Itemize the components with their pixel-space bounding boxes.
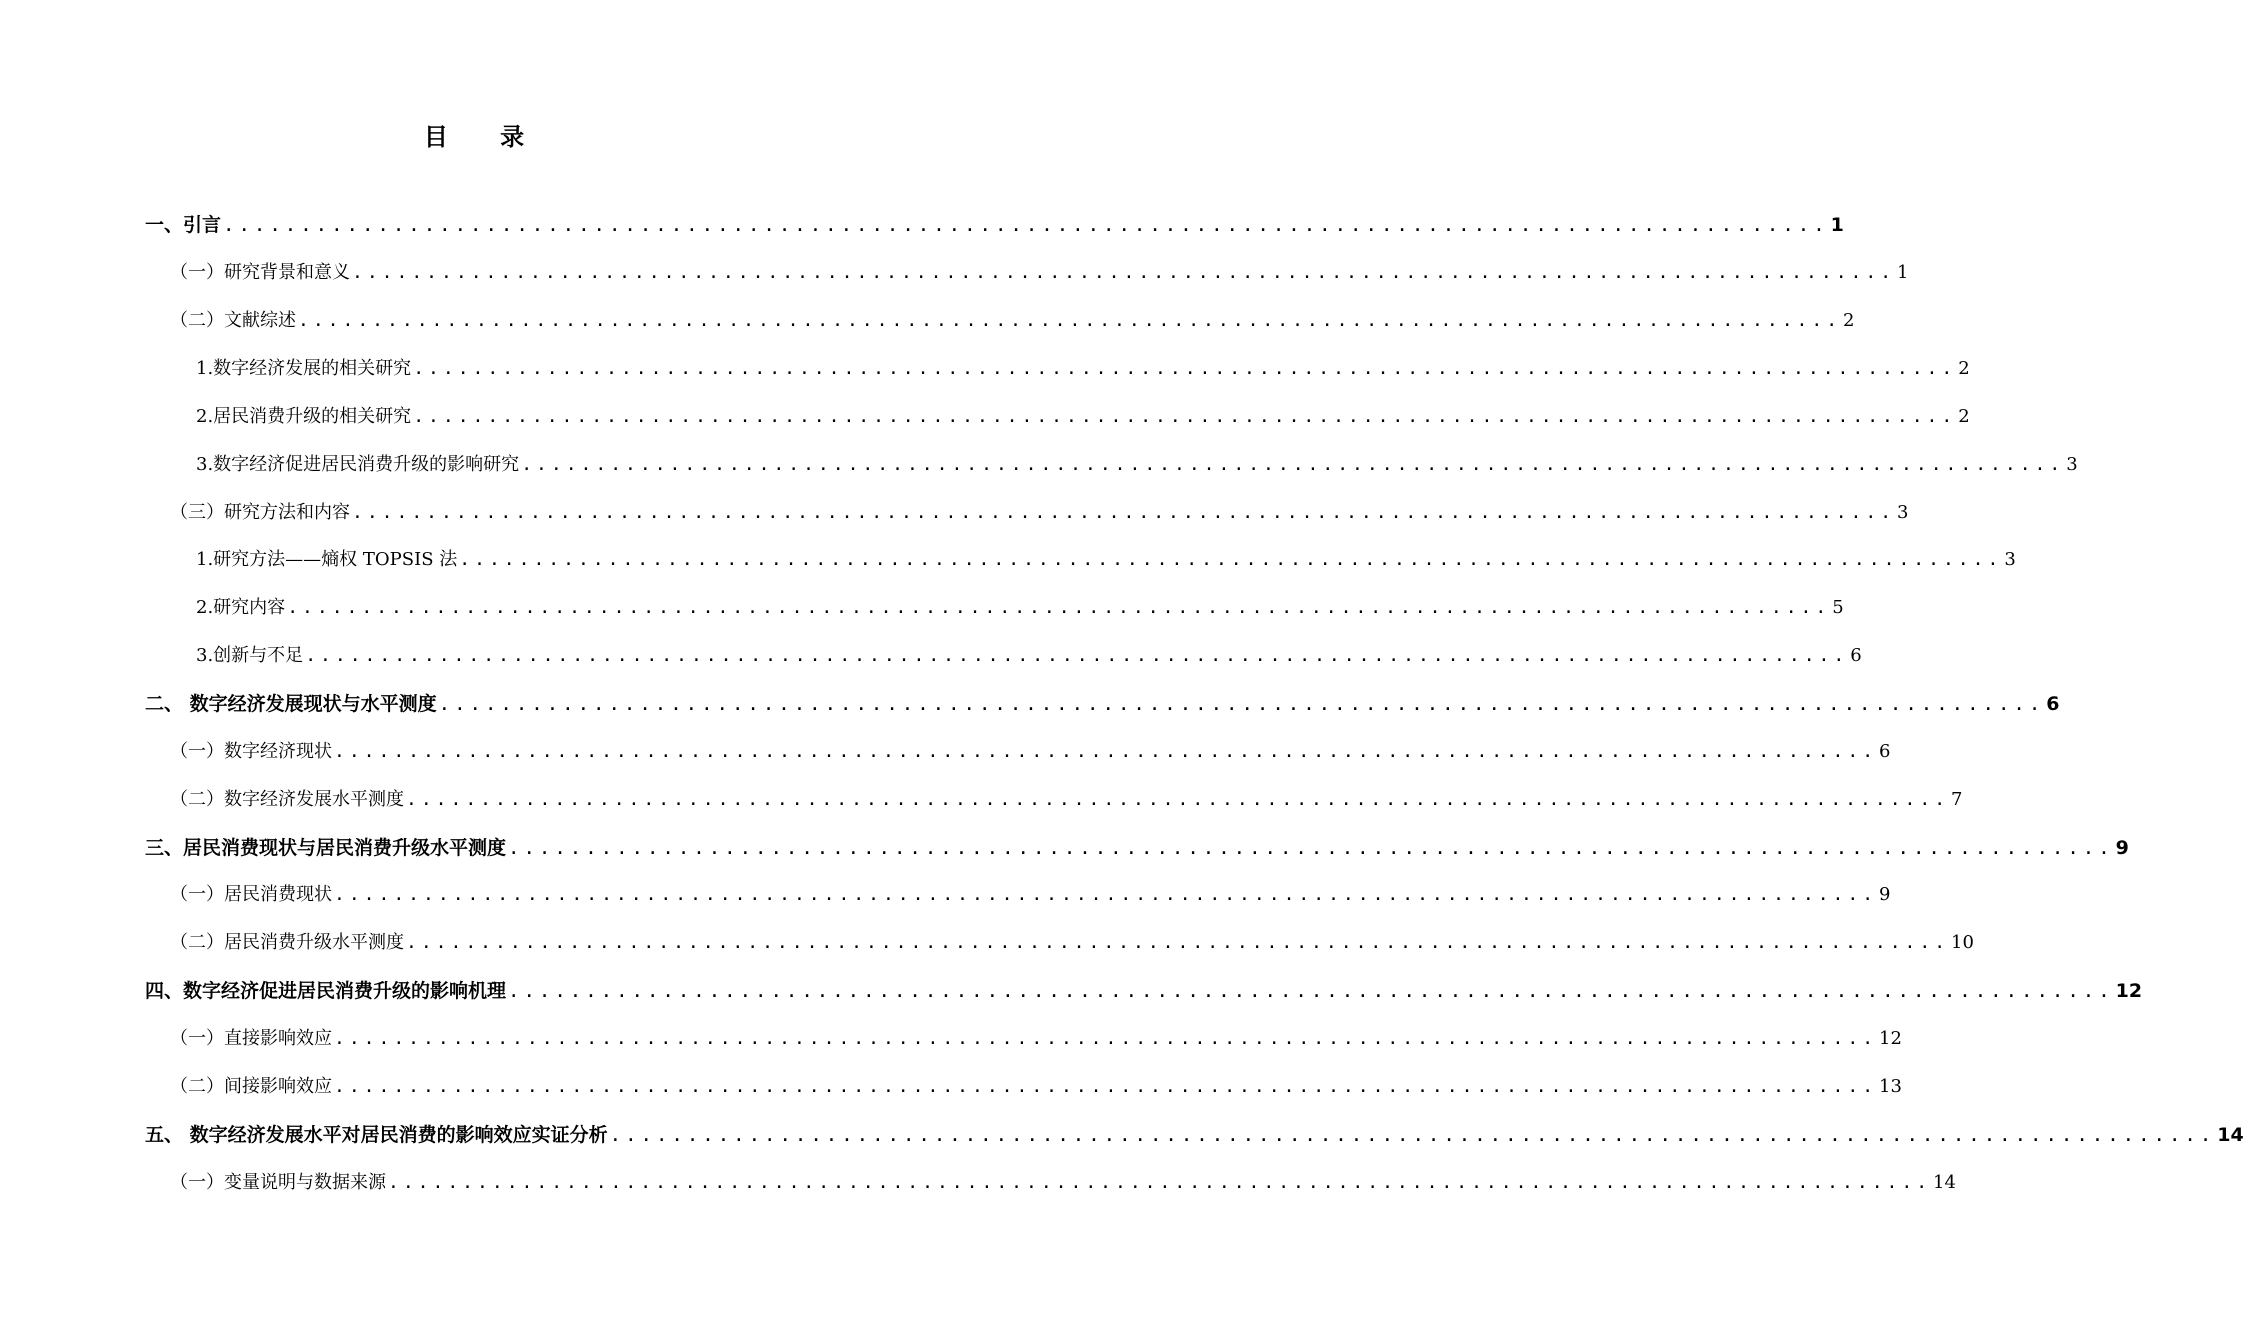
- toc-entry-page: 2: [1958, 406, 1970, 427]
- toc-entry-page: 12: [2115, 980, 2143, 1002]
- toc-entry-page: 14: [1933, 1172, 1956, 1193]
- toc-entry-page: 2: [1958, 358, 1970, 379]
- toc-entry[interactable]: [170, 737, 1891, 767]
- toc-entry-label: 3.创新与不足: [196, 645, 304, 666]
- toc-entry-page: 1: [1897, 262, 1909, 283]
- dot-leader: ........................................................................................................: [352, 262, 1896, 283]
- toc-entry-label: 3.数字经济促进居民消费升级的影响研究: [196, 454, 520, 475]
- toc-entry-page: 3: [1897, 502, 1909, 523]
- dot-leader: ........................................................................................................: [305, 645, 1849, 666]
- toc-entry-label: 一、引言: [145, 214, 222, 236]
- dot-leader: ........................................................................................................: [352, 502, 1896, 523]
- dot-leader: ........................................................................................................: [459, 549, 2003, 570]
- dot-leader: ........................................................................................................: [609, 1124, 2216, 1146]
- toc-entry[interactable]: [196, 402, 1970, 432]
- toc-entry[interactable]: [196, 545, 2016, 575]
- toc-entry-label: （三）研究方法和内容: [170, 502, 350, 523]
- toc-entry[interactable]: [170, 1168, 1956, 1198]
- toc-entry[interactable]: [145, 833, 2129, 863]
- dot-leader: ........................................................................................................: [388, 1172, 1932, 1193]
- toc-entry[interactable]: [145, 210, 1844, 240]
- toc-entry-label: 1.数字经济发展的相关研究: [196, 358, 412, 379]
- toc-entry-page: 3: [2004, 549, 2016, 570]
- toc-entry[interactable]: [145, 689, 2060, 719]
- dot-leader: ........................................................................................................: [334, 884, 1878, 905]
- toc-entry-label: 2.研究内容: [196, 597, 286, 618]
- toc-entry[interactable]: [196, 450, 2078, 480]
- toc-entry[interactable]: [170, 306, 1855, 336]
- toc-entry-page: 6: [1850, 645, 1862, 666]
- toc-entry-label: （一）研究背景和意义: [170, 262, 350, 283]
- dot-leader: ........................................................................................................: [298, 310, 1842, 331]
- dot-leader: ........................................................................................................: [334, 1028, 1878, 1049]
- toc-entry[interactable]: [170, 785, 1963, 815]
- toc-entry-page: 9: [1879, 884, 1891, 905]
- dot-leader: ........................................................................................................: [438, 693, 2045, 715]
- toc-entry-page: 13: [1879, 1076, 1902, 1097]
- dot-leader: ........................................................................................................: [521, 454, 2065, 475]
- dot-leader: ........................................................................................................: [508, 837, 2114, 859]
- toc-entry[interactable]: [170, 1024, 1902, 1054]
- dot-leader: ........................................................................................................: [223, 214, 1829, 236]
- toc-entry[interactable]: [170, 258, 1909, 288]
- toc-entry[interactable]: [170, 880, 1891, 910]
- toc-entry-label: （二）文献综述: [170, 310, 296, 331]
- toc-entry-label: （二）间接影响效应: [170, 1076, 332, 1097]
- toc-entry-page: 6: [1879, 741, 1891, 762]
- toc-entry-label: （一）变量说明与数据来源: [170, 1172, 386, 1193]
- dot-leader: ........................................................................................................: [508, 980, 2114, 1002]
- toc-entry[interactable]: [196, 593, 1844, 623]
- toc-entry-label: 四、数字经济促进居民消费升级的影响机理: [145, 980, 507, 1002]
- toc-entry-label: 2.居民消费升级的相关研究: [196, 406, 412, 427]
- toc-entry[interactable]: [196, 641, 1862, 671]
- toc-entry[interactable]: [145, 976, 2143, 1006]
- toc-entry-label: 二、 数字经济发展现状与水平测度: [145, 693, 437, 715]
- toc-entry[interactable]: [196, 354, 1970, 384]
- toc-entry-label: （一）数字经济现状: [170, 741, 332, 762]
- toc-entry-page: 5: [1832, 597, 1844, 618]
- dot-leader: ........................................................................................................: [406, 789, 1950, 810]
- toc-entry-page: 10: [1951, 932, 1974, 953]
- toc-entry-label: （一）直接影响效应: [170, 1028, 332, 1049]
- toc-entry-label: 三、居民消费现状与居民消费升级水平测度: [145, 837, 507, 859]
- toc-entry-page: 2: [1843, 310, 1855, 331]
- toc-entry-label: 五、 数字经济发展水平对居民消费的影响效应实证分析: [145, 1124, 608, 1146]
- toc-entry-page: 6: [2046, 693, 2060, 715]
- toc-entry[interactable]: [145, 1120, 2244, 1150]
- toc-entry-page: 3: [2066, 454, 2078, 475]
- toc-entry-page: 7: [1951, 789, 1963, 810]
- toc-entry-label: （二）数字经济发展水平测度: [170, 789, 404, 810]
- dot-leader: ........................................................................................................: [287, 597, 1831, 618]
- toc-title: 目 录: [423, 122, 527, 151]
- dot-leader: ........................................................................................................: [413, 358, 1957, 379]
- toc-entry-label: （一）居民消费现状: [170, 884, 332, 905]
- toc-entry[interactable]: [170, 928, 1974, 958]
- toc-entry-page: 1: [1830, 214, 1844, 236]
- dot-leader: ........................................................................................................: [334, 1076, 1878, 1097]
- toc-entry[interactable]: [170, 498, 1909, 528]
- toc-entry-label: （二）居民消费升级水平测度: [170, 932, 404, 953]
- toc-entry-page: 14: [2217, 1124, 2244, 1146]
- toc-entry-page: 12: [1879, 1028, 1902, 1049]
- dot-leader: ........................................................................................................: [406, 932, 1950, 953]
- toc-entry-page: 9: [2115, 837, 2129, 859]
- dot-leader: ........................................................................................................: [334, 741, 1878, 762]
- toc-entry-label: 1.研究方法——熵权 TOPSIS 法: [196, 549, 458, 570]
- dot-leader: ........................................................................................................: [413, 406, 1957, 427]
- toc-entry[interactable]: [170, 1072, 1902, 1102]
